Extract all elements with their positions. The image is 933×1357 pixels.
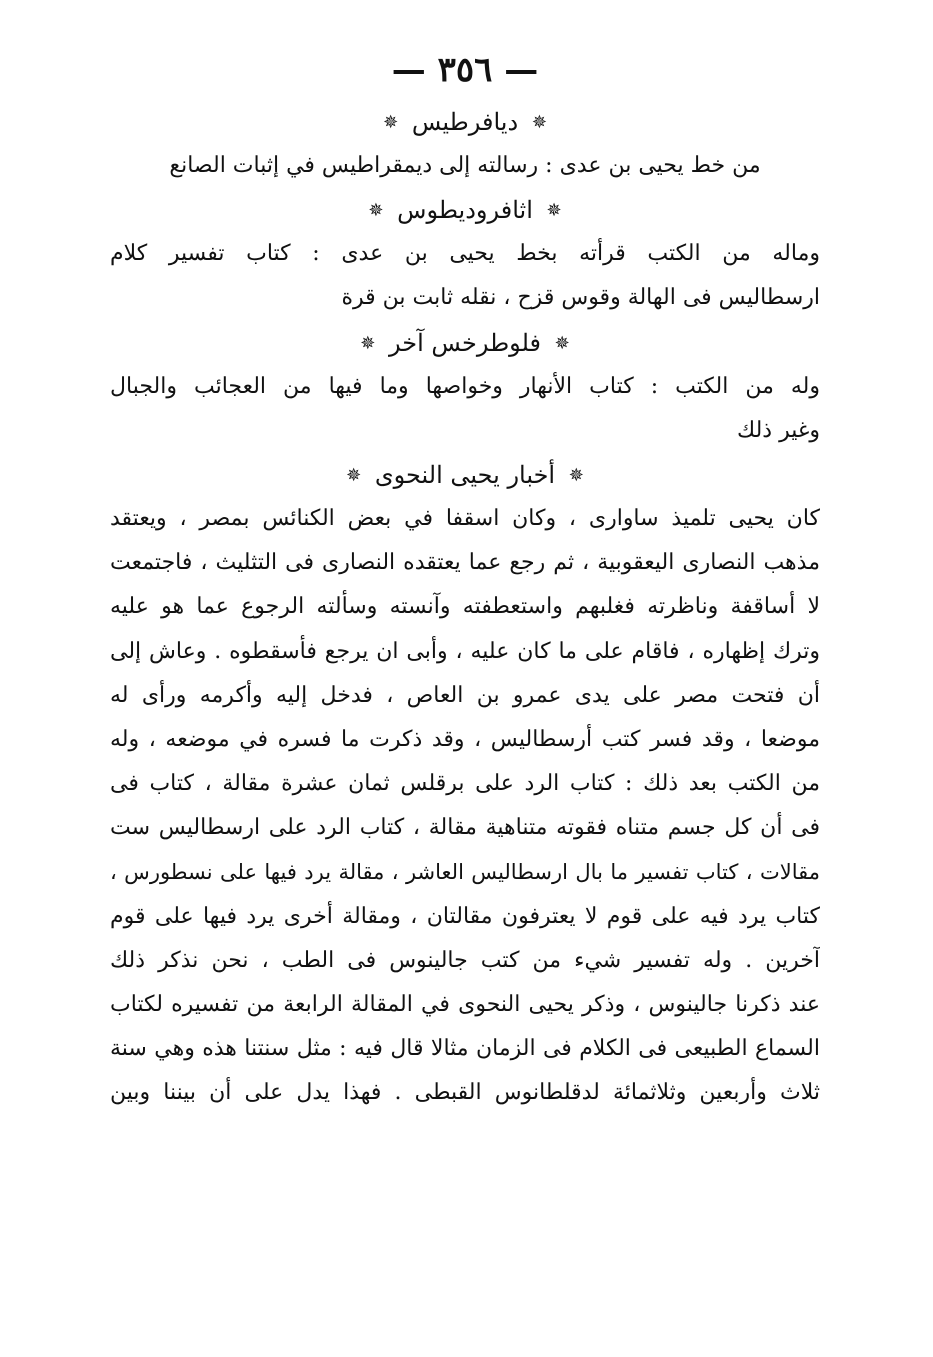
text-line: آخرين . وله تفسير شيء من كتب جالينوس فى الطب ، نحن نذكر ذلك — [110, 947, 820, 973]
ornament-icon: ✵ — [546, 200, 562, 222]
text-line: مذهب النصارى اليعقوبية ، ثم رجع عما يعتقده النصارى فى التثليث ، فاجتمعت — [110, 550, 820, 576]
text-line: موضعا ، وقد فسر كتب أرسطاليس ، وقد ذكرت ما فسره في موضعه ، وله — [110, 726, 820, 752]
section-heading — [110, 321, 820, 365]
section-athaforoditus — [110, 188, 820, 320]
text-line: وترك إظهاره ، فاقام على ما كان عليه ، وأبى ان يرجع فأسقطوه . وعاش إلى — [110, 638, 820, 664]
page-number: — ٣٥٦ — — [391, 50, 539, 90]
text-line: ارسطاليس فى الهالة وقوس قزح ، نقله ثابت بن قرة — [341, 285, 820, 311]
text-line: كتاب يرد فيه على قوم لا يعترفون مقالتان ، ومقالة أخرى يرد فيها على قوم — [110, 903, 820, 929]
text-line: ثلاث وأربعين وثلاثمائة لدقلطانوس القبطى . فهذا يدل على أن بيننا وبين — [110, 1080, 820, 1106]
ornament-icon: ✵ — [568, 464, 584, 486]
heading-text: ديافرطيس — [411, 108, 519, 136]
text-line: السماع الطبيعى فى الكلام فى الزمان مثالا قال فيه : مثل سنتنا هذه وهي سنة — [110, 1036, 820, 1062]
text-line: من خط يحيى بن عدى : رسالته إلى ديمقراطيس في إثبات الصانع — [169, 153, 761, 178]
section-yahya-grammarian — [110, 453, 820, 1116]
text-line: وماله من الكتب قرأته بخط يحيى بن عدى : كتاب تفسير كلام — [110, 241, 820, 267]
heading-text: أخبار يحيى النحوى — [374, 460, 556, 489]
text-line: كان يحيى تلميذ ساوارى ، وكان اسقفا في بعض الكنائس بمصر ، ويعتقد — [110, 505, 820, 531]
section-heading — [110, 100, 820, 144]
text-line: مقالات ، كتاب تفسير ما بال ارسطاليس العاشر ، مقالة يرد فيها على نسطورس ، — [110, 860, 820, 885]
text-line: لا أساقفة وناظرته فغلبهم واستعطفته وآنسته وسألته الرجوع عما هو عليه — [110, 594, 820, 620]
section-heading — [110, 188, 820, 232]
text-line: أن فتحت مصر على يدى عمرو بن العاص ، فدخل إليه وأكرمه ورأى له — [110, 682, 820, 708]
ornament-icon: ✵ — [368, 200, 384, 222]
section-heading — [110, 453, 820, 497]
text-line: عند ذكرنا جالينوس ، وذكر يحيى النحوى في المقالة الرابعة من تفسيره لكتاب — [110, 992, 820, 1017]
text-line: وله من الكتب : كتاب الأنهار وخواصها وما فيها من العجائب والجبال — [110, 373, 820, 399]
ornament-icon: ✵ — [360, 332, 376, 354]
text-line: فى أن كل جسم متناه فقوته متناهية مقالة ، كتاب الرد على ارسطاليس ست — [110, 815, 820, 841]
heading-text: اثافروديطوس — [397, 196, 533, 225]
book-page — [110, 40, 820, 1300]
heading-text: فلوطرخس آخر — [389, 328, 541, 357]
text-line: وغير ذلك — [737, 417, 820, 443]
ornament-icon: ✵ — [346, 464, 362, 486]
text-line: من الكتب بعد ذلك : كتاب الرد على برقلس ثمان عشرة مقالة ، كتاب فى — [110, 771, 820, 797]
ornament-icon: ✵ — [554, 332, 570, 354]
ornament-icon: ✵ — [383, 112, 399, 133]
section-plutarch — [110, 321, 820, 453]
section-diafartis — [110, 100, 820, 188]
ornament-icon: ✵ — [531, 112, 547, 133]
